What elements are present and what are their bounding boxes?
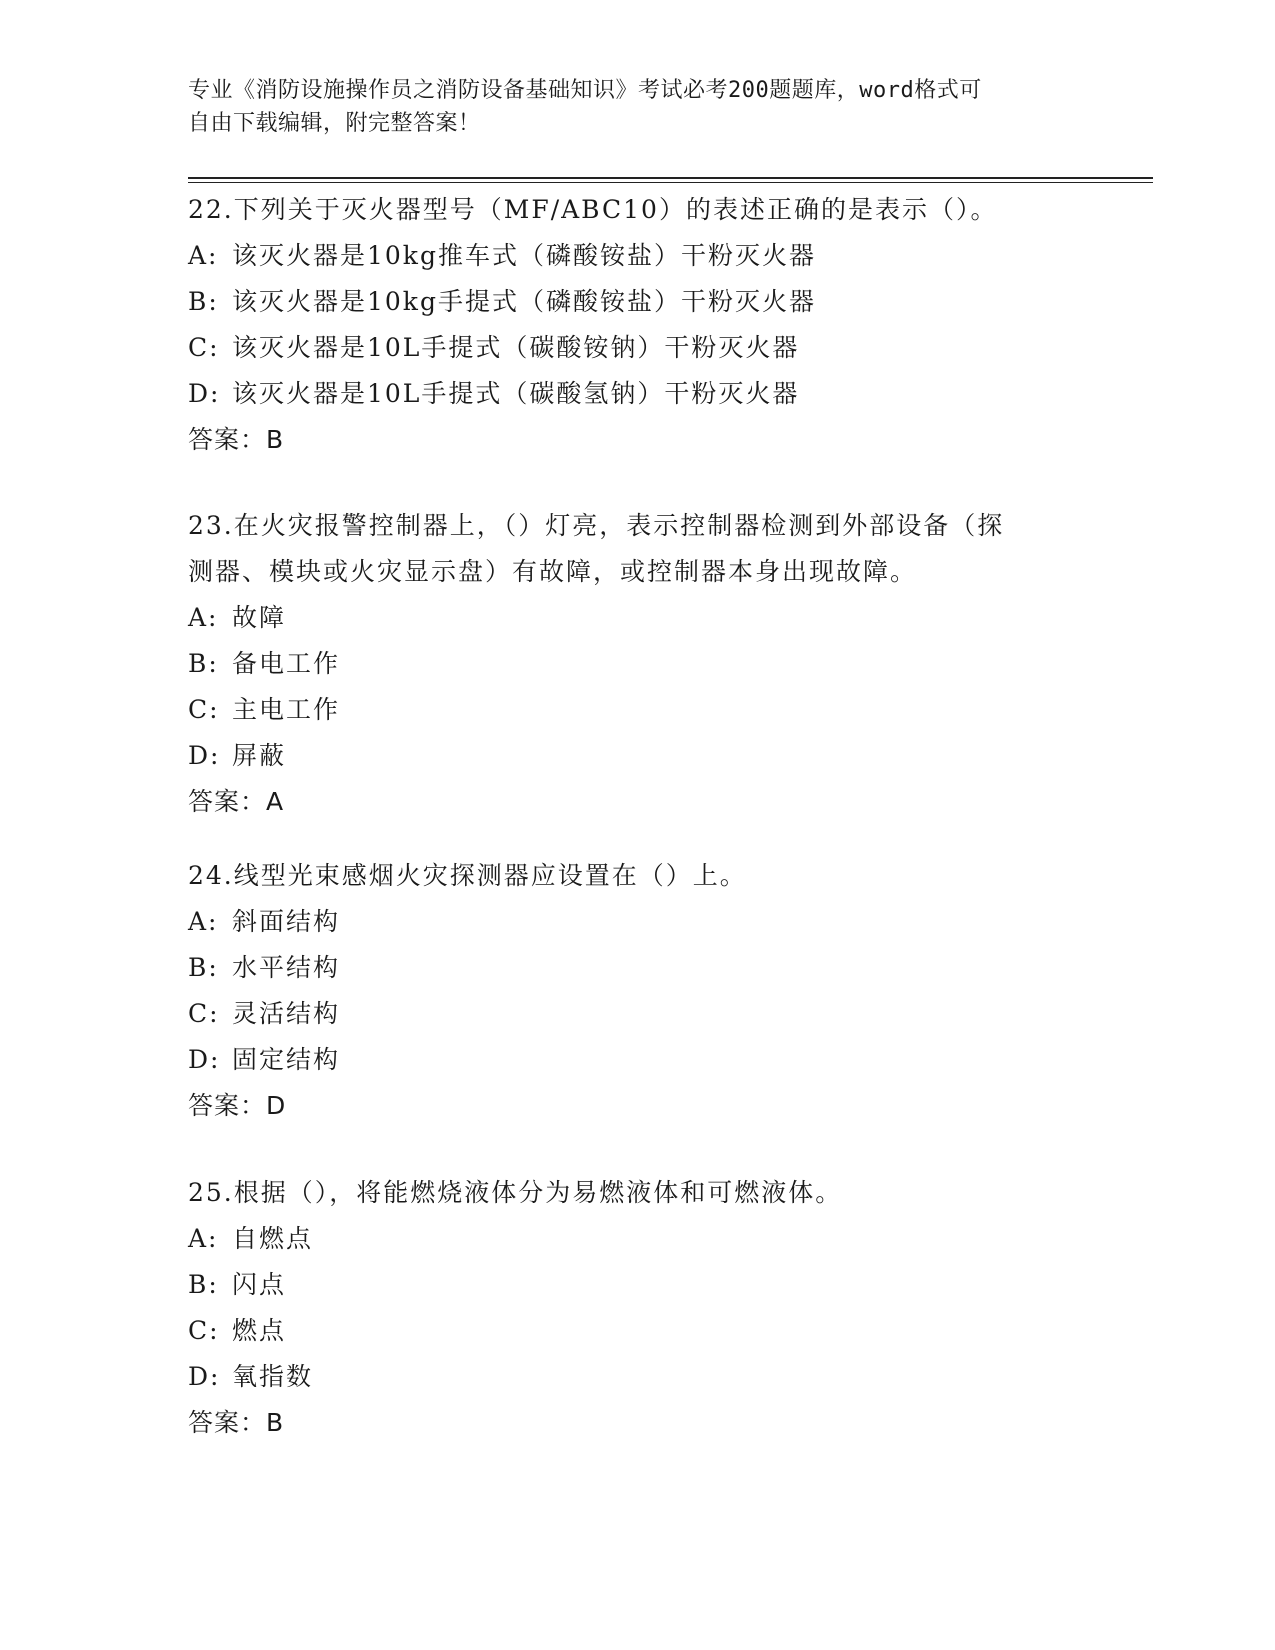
option-b [188, 641, 1088, 687]
question-stem-line-1: 23.在火灾报警控制器上，（）灯亮，表示控制器检测到外部设备（探 [188, 511, 1005, 540]
answer-line: 答案：D [188, 1091, 287, 1120]
option-c [188, 687, 1088, 733]
option-text: 该灭火器是10kg手提式（磷酸铵盐）干粉灭火器 [232, 287, 816, 316]
option-text: 燃点 [232, 1316, 287, 1345]
option-letter: C: [188, 1316, 220, 1345]
option-text: 主电工作 [232, 695, 341, 724]
option-letter: A: [188, 241, 219, 270]
document-header [188, 74, 1088, 140]
header-divider-thick [188, 177, 1153, 179]
option-d [188, 371, 1088, 417]
option-letter: D: [188, 379, 221, 408]
option-letter: B: [188, 1270, 219, 1299]
option-letter: C: [188, 999, 220, 1028]
option-a [188, 233, 1088, 279]
option-letter: A: [188, 603, 219, 632]
option-d [188, 1354, 1088, 1400]
option-text: 斜面结构 [232, 907, 341, 936]
question-stem-line-2: 测器、模块或火灾显示盘）有故障，或控制器本身出现故障。 [188, 557, 918, 586]
option-letter: A: [188, 907, 219, 936]
question-stem: 22.下列关于灭火器型号（MF/ABC10）的表述正确的是表示（）。 [188, 195, 998, 224]
option-text: 固定结构 [232, 1045, 341, 1074]
option-b [188, 945, 1088, 991]
question-25 [188, 1170, 1088, 1446]
option-text: 屏蔽 [232, 741, 287, 770]
question-22 [188, 187, 1088, 463]
option-b [188, 1262, 1088, 1308]
option-text: 氧指数 [232, 1362, 314, 1391]
option-b [188, 279, 1088, 325]
option-d [188, 733, 1088, 779]
option-text: 该灭火器是10L手提式（碳酸铵钠）干粉灭火器 [232, 333, 800, 362]
option-text: 该灭火器是10L手提式（碳酸氢钠）干粉灭火器 [232, 379, 800, 408]
option-text: 自燃点 [232, 1224, 314, 1253]
option-letter: B: [188, 649, 219, 678]
option-text: 水平结构 [232, 953, 341, 982]
option-letter: C: [188, 695, 220, 724]
question-stem: 24.线型光束感烟火灾探测器应设置在（）上。 [188, 861, 747, 890]
option-letter: B: [188, 953, 219, 982]
option-text: 闪点 [232, 1270, 287, 1299]
option-c [188, 991, 1088, 1037]
question-24 [188, 853, 1088, 1129]
option-text: 该灭火器是10kg推车式（磷酸铵盐）干粉灭火器 [232, 241, 816, 270]
option-c [188, 325, 1088, 371]
header-divider-thin [188, 182, 1153, 183]
option-letter: D: [188, 741, 221, 770]
option-text: 备电工作 [232, 649, 341, 678]
option-text: 灵活结构 [232, 999, 341, 1028]
option-letter: B: [188, 287, 219, 316]
header-line-1: 专业《消防设施操作员之消防设备基础知识》考试必考200题题库，word格式可 [188, 78, 982, 103]
option-letter: D: [188, 1045, 221, 1074]
option-letter: D: [188, 1362, 221, 1391]
answer-line: 答案：B [188, 1408, 285, 1437]
answer-line: 答案：A [188, 787, 285, 816]
header-line-2: 自由下载编辑，附完整答案！ [188, 111, 481, 136]
question-stem: 25.根据（），将能燃烧液体分为易燃液体和可燃液体。 [188, 1178, 843, 1207]
option-a [188, 899, 1088, 945]
option-text: 故障 [232, 603, 287, 632]
option-c [188, 1308, 1088, 1354]
option-letter: C: [188, 333, 220, 362]
answer-line: 答案：B [188, 425, 285, 454]
option-a [188, 595, 1088, 641]
option-d [188, 1037, 1088, 1083]
option-a [188, 1216, 1088, 1262]
option-letter: A: [188, 1224, 219, 1253]
question-23 [188, 503, 1088, 825]
